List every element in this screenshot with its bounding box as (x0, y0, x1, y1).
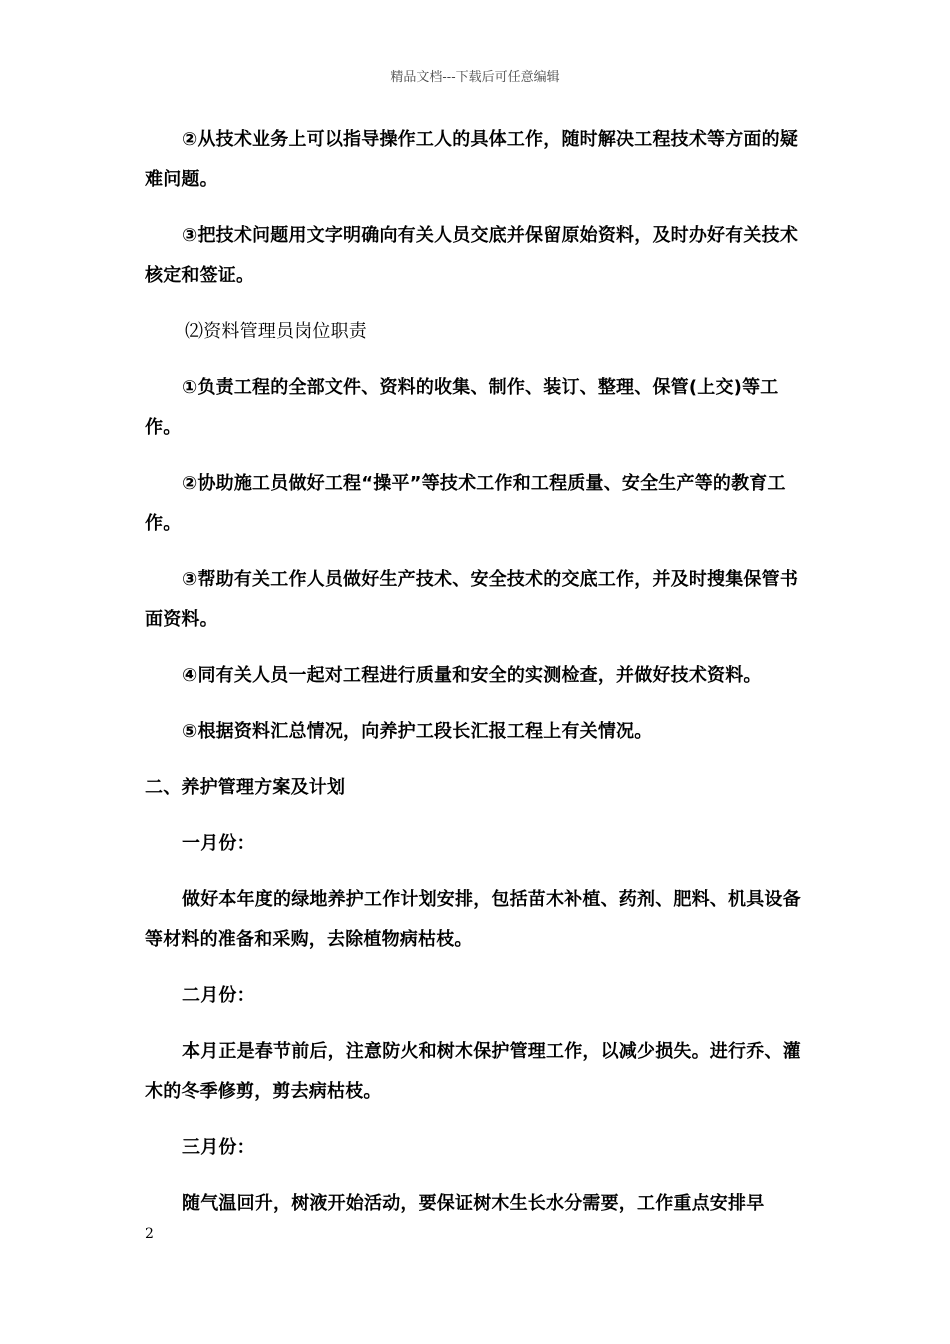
section-heading-records-manager: ⑵资料管理员岗位职责 (185, 321, 367, 342)
month-heading-january: 一月份： (182, 833, 255, 854)
paragraph-records-duty-3: ③帮助有关工作人员做好生产技术、安全技术的交底工作，并及时搜集保管书面资料。 (145, 569, 799, 630)
paragraph-january: 做好本年度的绿地养护工作计划安排，包括苗木补植、药剂、肥料、机具设备等材料的准备和采购，去除植物病枯枝。 (145, 889, 801, 950)
paragraph-march: 随气温回升，树液开始活动，要保证树木生长水分需要，工作重点安排早 (182, 1193, 765, 1214)
section-heading-maintenance-plan: 二、养护管理方案及计划 (145, 777, 346, 798)
paragraph-records-duty-4: ④同有关人员一起对工程进行质量和安全的实测检查，并做好技术资料。 (182, 665, 762, 686)
paragraph-tech-disclosure: ③把技术问题用文字明确向有关人员交底并保留原始资料，及时办好有关技术核定和签证。 (145, 225, 799, 286)
document-body (145, 120, 805, 1240)
page-header: 精品文档---下载后可任意编辑 (390, 70, 560, 85)
paragraph-records-duty-5: ⑤根据资料汇总情况，向养护工段长汇报工程上有关情况。 (182, 721, 653, 742)
paragraph-tech-guidance: ②从技术业务上可以指导操作工人的具体工作，随时解决工程技术等方面的疑难问题。 (145, 129, 799, 190)
paragraph-february: 本月正是春节前后，注意防火和树木保护管理工作，以减少损失。进行乔、灌木的冬季修剪，剪去病枯枝。 (145, 1041, 801, 1102)
month-heading-february: 二月份： (182, 985, 255, 1006)
month-heading-march: 三月份： (182, 1137, 255, 1158)
page-number: 2 (145, 1226, 154, 1242)
paragraph-records-duty-1: ①负责工程的全部文件、资料的收集、制作、装订、整理、保管(上交)等工作。 (145, 377, 779, 438)
paragraph-records-duty-2: ②协助施工员做好工程“操平”等技术工作和工程质量、安全生产等的教育工作。 (145, 473, 786, 534)
